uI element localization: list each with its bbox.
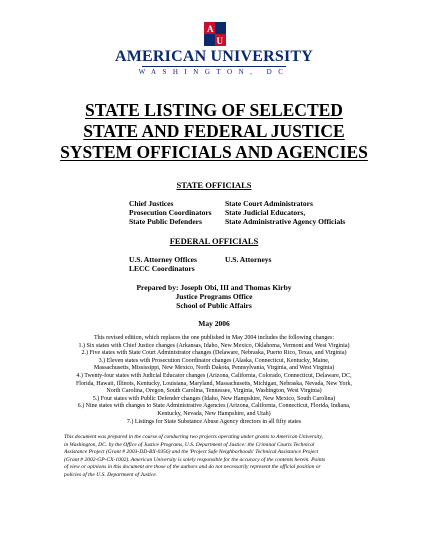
prepared-by: Prepared by: Joseph Obi, III and Thomas Kirby: [136, 283, 292, 292]
title-line-1: STATE LISTING OF SELECTED: [85, 100, 343, 120]
state-officials-heading: STATE OFFICIALS: [176, 180, 252, 190]
state-official-item: State Court Administrators: [225, 199, 313, 208]
federal-official-item: LECC Coordinators: [129, 264, 195, 273]
changes-list: [32, 335, 396, 426]
state-official-item: State Judicial Educators,: [225, 208, 306, 217]
title-line-2: STATE AND FEDERAL JUSTICE: [83, 121, 345, 141]
changes-line: 5.) Four states with Public Defender changes (Idaho, New Hampshire, New Mexico, South Carolina): [92, 395, 336, 402]
state-official-item: Prosecution Coordinators: [129, 208, 212, 217]
prepared-by-school: School of Public Affairs: [176, 301, 252, 310]
federal-official-item: U.S. Attorneys: [225, 255, 272, 264]
changes-line: Kentucky, Nevada, New Hampshire, and Utah): [157, 410, 271, 417]
state-official-item: Chief Justices: [129, 199, 174, 208]
logo-divider: [142, 66, 286, 67]
title-line-3: SYSTEM OFFICIALS AND AGENCIES: [60, 142, 368, 162]
svg-text:A: A: [207, 24, 214, 34]
changes-line: This revised edition, which replaces the one published in May 2004 includes the following changes:: [93, 335, 335, 341]
disclaimer-line: Assistance Project (Grant # 2003-DD-BX-0356) and the 'Project Safe Neighborhoods' Technical Assistance Project: [64, 449, 319, 456]
disclaimer-line: (Grant # 2002-GP-CX-1002). American University is solely responsible for the accuracy of the contents herein. Points: [64, 456, 326, 463]
changes-line: 3.) Eleven states with Prosecution Coordinator changes (Alaska, Connecticut, Kentucky, Maine,: [98, 357, 330, 364]
disclaimer-line: This document was prepared in the course of conducting two projects operating under grants to American University,: [64, 434, 323, 440]
disclaimer-line: of view or opinions in this document are those of the authors and do not necessarily represent the official position or: [64, 464, 321, 471]
disclaimer: [64, 434, 364, 480]
changes-line: 2.) Five states with State Court Administrator changes (Delaware, Nebraska, Puerto Rico, Texas, and Virginia): [81, 350, 347, 357]
university-name: AMERICAN UNIVERSITY: [114, 48, 314, 65]
publication-date: May 2006: [198, 319, 230, 328]
university-logo-icon: [204, 22, 226, 46]
university-location: WASHINGTON, DC: [138, 68, 290, 76]
changes-line: Massachusetts, Mississippi, New Mexico, North Dakota, Pennsylvania, Virginia, and West Virginia): [93, 365, 335, 372]
federal-official-item: U.S. Attorney Offices: [129, 255, 197, 264]
changes-line: 7.) Listings for State Substance Abuse Agency directors in all fifty states: [126, 418, 302, 425]
prepared-by-office: Justice Programs Office: [175, 292, 253, 301]
changes-line: Florida, Hawaii, Illinois, Kentucky, Louisiana, Maryland, Massachusetts, Michigan, Nebraska, Nevada, New York,: [75, 380, 353, 387]
svg-text:U: U: [216, 36, 223, 46]
state-official-item: State Administrative Agency Officials: [225, 217, 346, 226]
disclaimer-line: policies of the U.S. Department of Justice.: [64, 471, 158, 478]
changes-line: North Carolina, Oregon, South Carolina, Tennessee, Virginia, Washington, West Virginia): [106, 388, 322, 395]
state-official-item: State Public Defenders: [129, 217, 202, 226]
federal-officials-heading: FEDERAL OFFICIALS: [169, 236, 259, 246]
changes-line: 4.) Twenty-four states with Judicial Educator changes (Arizona, California, Colorado, Connecticut, Delaware, DC,: [76, 372, 352, 379]
changes-line: 1.) Six states with Chief Justice changes (Arkansas, Idaho, New Mexico, Oklahoma, Vermont and West Virginia): [78, 342, 350, 349]
disclaimer-line: in Washington, DC. by the Office of Justice Programs, U.S. Department of Justice: the Criminal Courts Technical: [64, 441, 315, 448]
changes-line: 6.) Nine states with changes to State Administrative Agencies (Arizona, California, Connecticut, Florida, Indiana,: [77, 403, 351, 410]
